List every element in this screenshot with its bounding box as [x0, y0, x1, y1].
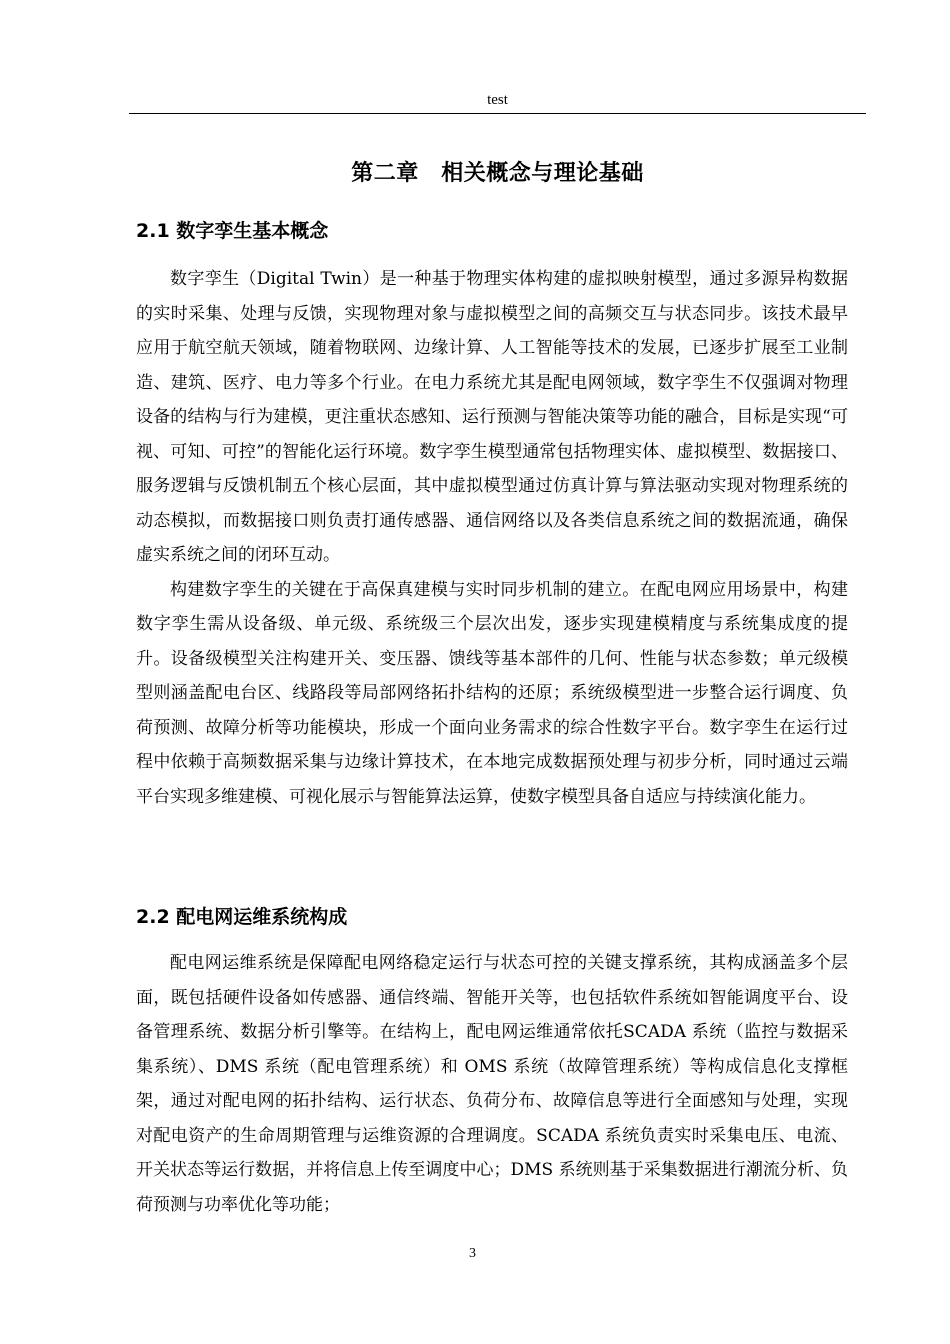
section-heading-2-2: 2.2 配电网运维系统构成 — [136, 906, 348, 928]
paragraph: 数字孪生（Digital Twin）是一种基于物理实体构建的虚拟映射模型，通过多源异构数据的实时采集、处理与反馈，实现物理对象与虚拟模型之间的高频交互与状态同步。该技术最早应用于航空航天领域，随着物联网、边缘计算、人工智能等技术的发展，已逐步扩展至工业制造、建筑、医疗、电力等多个行业。在电力系统尤其是配电网领域，数字孪生不仅强调对物理设备的结构与行为建模，更注重状态感知、运行预测与智能决策等功能的融合，目标是实现“可视、可知、可控”的智能化运行环境。数字孪生模型通常包括物理实体、虚拟模型、数据接口、服务逻辑与反馈机制五个核心层面，其中虚拟模型通过仿真计算与算法驱动实现对物理系统的动态模拟，而数据接口则负责打通传感器、通信网络以及各类信息系统之间的数据流通，确保虚实系统之间的闭环互动。 — [136, 269, 848, 565]
header-rule — [129, 113, 866, 114]
chapter-title: 第二章 相关概念与理论基础 — [351, 161, 644, 186]
running-header: test — [487, 92, 508, 108]
paragraph: 构建数字孪生的关键在于高保真建模与实时同步机制的建立。在配电网应用场景中，构建数字孪生需从设备级、单元级、系统级三个层次出发，逐步实现建模精度与系统集成度的提升。设备级模型关注构建开关、变压器、馈线等基本部件的几何、性能与状态参数；单元级模型则涵盖配电台区、线路段等局部网络拓扑结构的还原；系统级模型进一步整合运行调度、负荷预测、故障分析等功能模块，形成一个面向业务需求的综合性数字平台。数字孪生在运行过程中依赖于高频数据采集与边缘计算技术，在本地完成数据预处理与初步分析，同时通过云端平台实现多维建模、可视化展示与智能算法运算，使数字模型具备自适应与持续演化能力。 — [136, 579, 848, 807]
section-heading-2-1: 2.1 数字孪生基本概念 — [136, 220, 329, 242]
page-number: 3 — [469, 1246, 476, 1261]
section-2-2-body — [136, 946, 848, 1222]
section-2-1-body — [136, 262, 848, 814]
paragraph: 配电网运维系统是保障配电网络稳定运行与状态可控的关键支撑系统，其构成涵盖多个层面，既包括硬件设备如传感器、通信终端、智能开关等，也包括软件系统如智能调度平台、设备管理系统、数据分析引擎等。在结构上，配电网运维通常依托SCADA 系统（监控与数据采集系统）、DMS 系统（配电管理系统）和 OMS 系统（故障管理系统）等构成信息化支撑框架，通过对配电网的拓扑结构、运行状态、负荷分布、故障信息等进行全面感知与处理，实现对配电资产的生命周期管理与运维资源的合理调度。SCADA 系统负责实时采集电压、电流、开关状态等运行数据，并将信息上传至调度中心；DMS 系统则基于采集数据进行潮流分析、负荷预测与功率优化等功能； — [136, 953, 848, 1215]
